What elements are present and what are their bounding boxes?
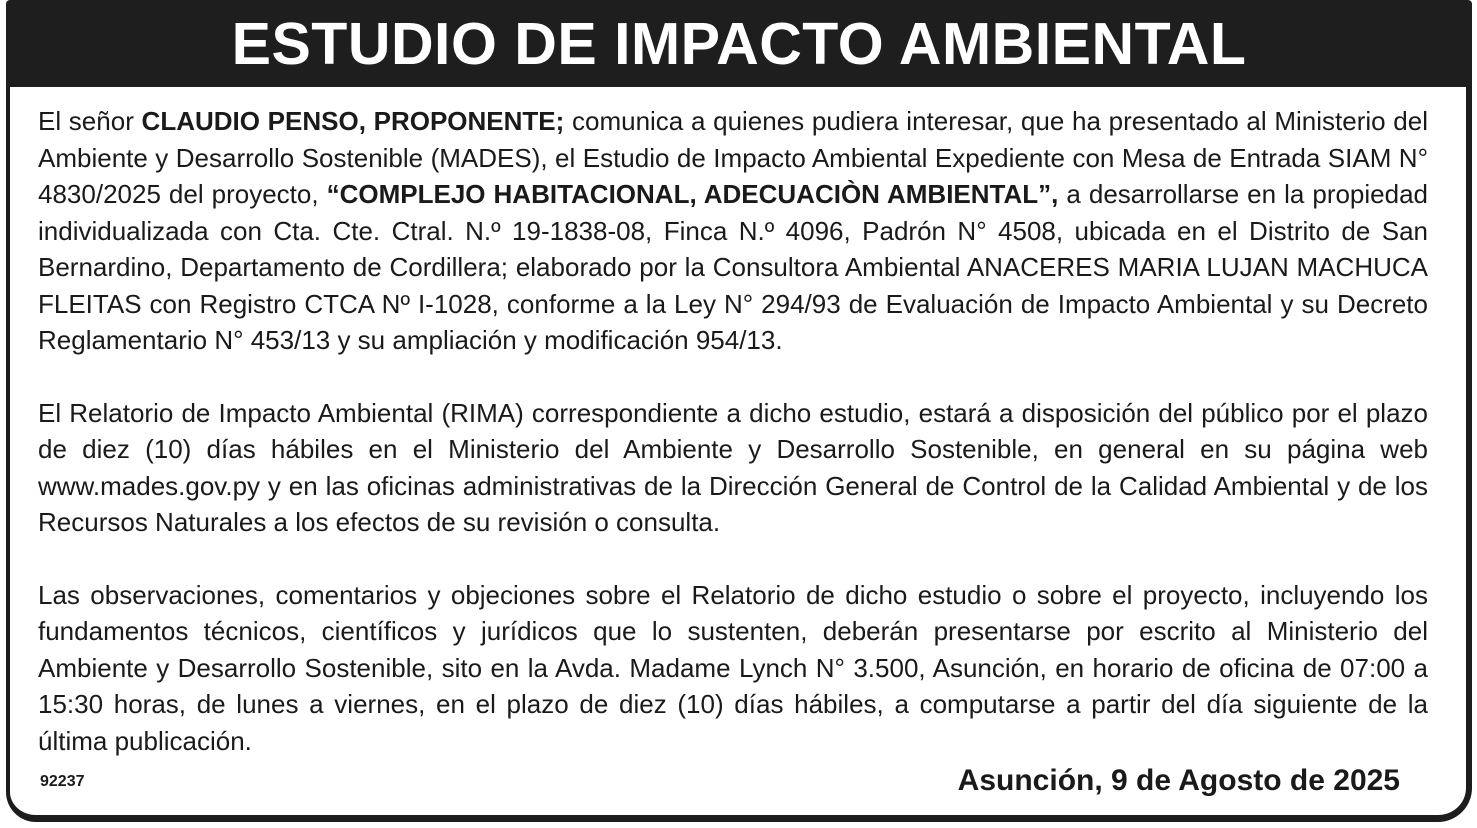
reference-number: 92237 bbox=[40, 773, 85, 790]
paragraph1-part2: comunica a quienes pudiera interesar, que ha presentado al Ministerio del Ambiente y Desarrollo Sostenible (MADES), el Estudio de Impacto Ambiental Expediente con Mesa de Entrada SIAM N° 4830/2025 del proyecto, bbox=[38, 106, 1428, 209]
title-bar bbox=[6, 0, 1472, 87]
paragraph1-intro: El señor bbox=[38, 106, 142, 136]
proponent-name: CLAUDIO PENSO, PROPONENTE; bbox=[141, 106, 565, 136]
notice-title: ESTUDIO DE IMPACTO AMBIENTAL bbox=[231, 11, 1247, 77]
paragraph-announcement bbox=[38, 103, 1428, 359]
date-line: Asunción, 9 de Agosto de 2025 bbox=[957, 764, 1400, 797]
project-name: “COMPLEJO HABITACIONAL, ADECUACIÒN AMBIENTAL”, bbox=[326, 179, 1059, 209]
paragraph-rima-availability: El Relatorio de Impacto Ambiental (RIMA) correspondiente a dicho estudio, estará a disposición del público por el plazo de diez (10) días hábiles en el Ministerio del Ambiente y Desarrollo Sostenible, en general en su página web www.mades.gov.py y en las oficinas administrativas de la Dirección General de Control de la Calidad Ambiental y de los Recursos Naturales a los efectos de su revisión o consulta. bbox=[38, 397, 1428, 537]
paragraph-observations: Las observaciones, comentarios y objeciones sobre el Relatorio de dicho estudio o sobre el proyecto, incluyendo los fundamentos técnicos, científicos y jurídicos que lo sustenten, deberán presentarse por escrito al Ministerio del Ambiente y Desarrollo Sostenible, sito en la Avda. Madame Lynch N° 3.500, Asunción, en horario de oficina de 07:00 a 15:30 horas, de lunes a viernes, en el plazo de diez (10) días hábiles, a computarse a partir del día siguiente de la última publicación. bbox=[38, 579, 1428, 756]
notice-body bbox=[38, 103, 1428, 759]
paragraph1-part3: a desarrollarse en la propiedad individualizada con Cta. Cte. Ctral. N.º 19-1838-08, Finca N.º 4096, Padrón N° 4508, ubicada en el Distrito de San Bernardino, Departamento de Cordillera; elaborado por la Consultora Ambiental ANACERES MARIA LUJAN MACHUCA FLEITAS con Registro CTCA Nº I-1028, conforme a la Ley N° 294/93 de Evaluación de Impacto Ambiental y su Decreto Reglamentario N° 453/13 y su ampliación y modificación 954/13. bbox=[38, 179, 1429, 355]
